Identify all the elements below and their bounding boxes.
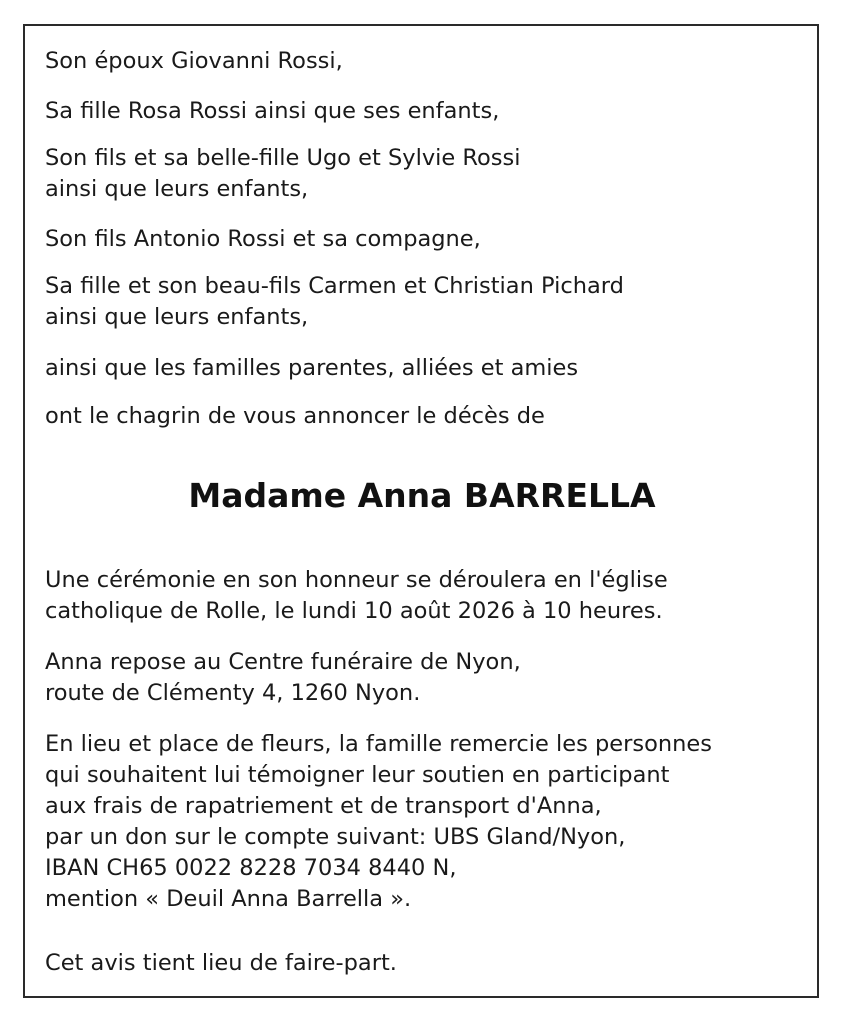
son-ugo-paragraph — [45, 143, 520, 205]
donation-line-3: aux frais de rapatriement et de transport d'Anna, — [45, 793, 602, 819]
deceased-name: Madame Anna BARRELLA — [188, 476, 656, 515]
son-ugo-line-2: ainsi que leurs enfants, — [45, 176, 309, 202]
donation-paragraph — [45, 729, 712, 915]
daughter-carmen-line-1: Sa fille et son beau-fils Carmen et Christian Pichard — [45, 273, 624, 299]
donation-iban-line: IBAN CH65 0022 8228 7034 8440 N, — [45, 855, 457, 881]
ceremony-paragraph — [45, 565, 668, 627]
donation-mention-line: mention « Deuil Anna Barrella ». — [45, 886, 412, 912]
daughter-carmen-line-2: ainsi que leurs enfants, — [45, 304, 309, 330]
daughter-carmen-paragraph — [45, 271, 624, 333]
ceremony-line-1: Une cérémonie en son honneur se déroulera en l'église — [45, 567, 668, 593]
donation-line-1: En lieu et place de fleurs, la famille remercie les personnes — [45, 731, 712, 757]
resting-place-line-1: Anna repose au Centre funéraire de Nyon, — [45, 649, 521, 675]
closing-line: Cet avis tient lieu de faire-part. — [45, 950, 397, 976]
daughter-rosa-line: Sa fille Rosa Rossi ainsi que ses enfants, — [45, 98, 500, 124]
relatives-line: ainsi que les familles parentes, alliées et amies — [45, 355, 579, 381]
donation-line-2: qui souhaitent lui témoigner leur soutien en participant — [45, 762, 670, 788]
ceremony-line-2: catholique de Rolle, le lundi 10 août 2026 à 10 heures. — [45, 598, 663, 624]
spouse-line: Son époux Giovanni Rossi, — [45, 48, 343, 74]
donation-line-4: par un don sur le compte suivant: UBS Gland/Nyon, — [45, 824, 626, 850]
resting-place-paragraph — [45, 647, 521, 709]
son-ugo-line-1: Son fils et sa belle-fille Ugo et Sylvie Rossi — [45, 145, 521, 171]
announcement-line: ont le chagrin de vous annoncer le décès de — [45, 403, 545, 429]
resting-place-line-2: route de Clémenty 4, 1260 Nyon. — [45, 680, 421, 706]
son-antonio-line: Son fils Antonio Rossi et sa compagne, — [45, 226, 481, 252]
